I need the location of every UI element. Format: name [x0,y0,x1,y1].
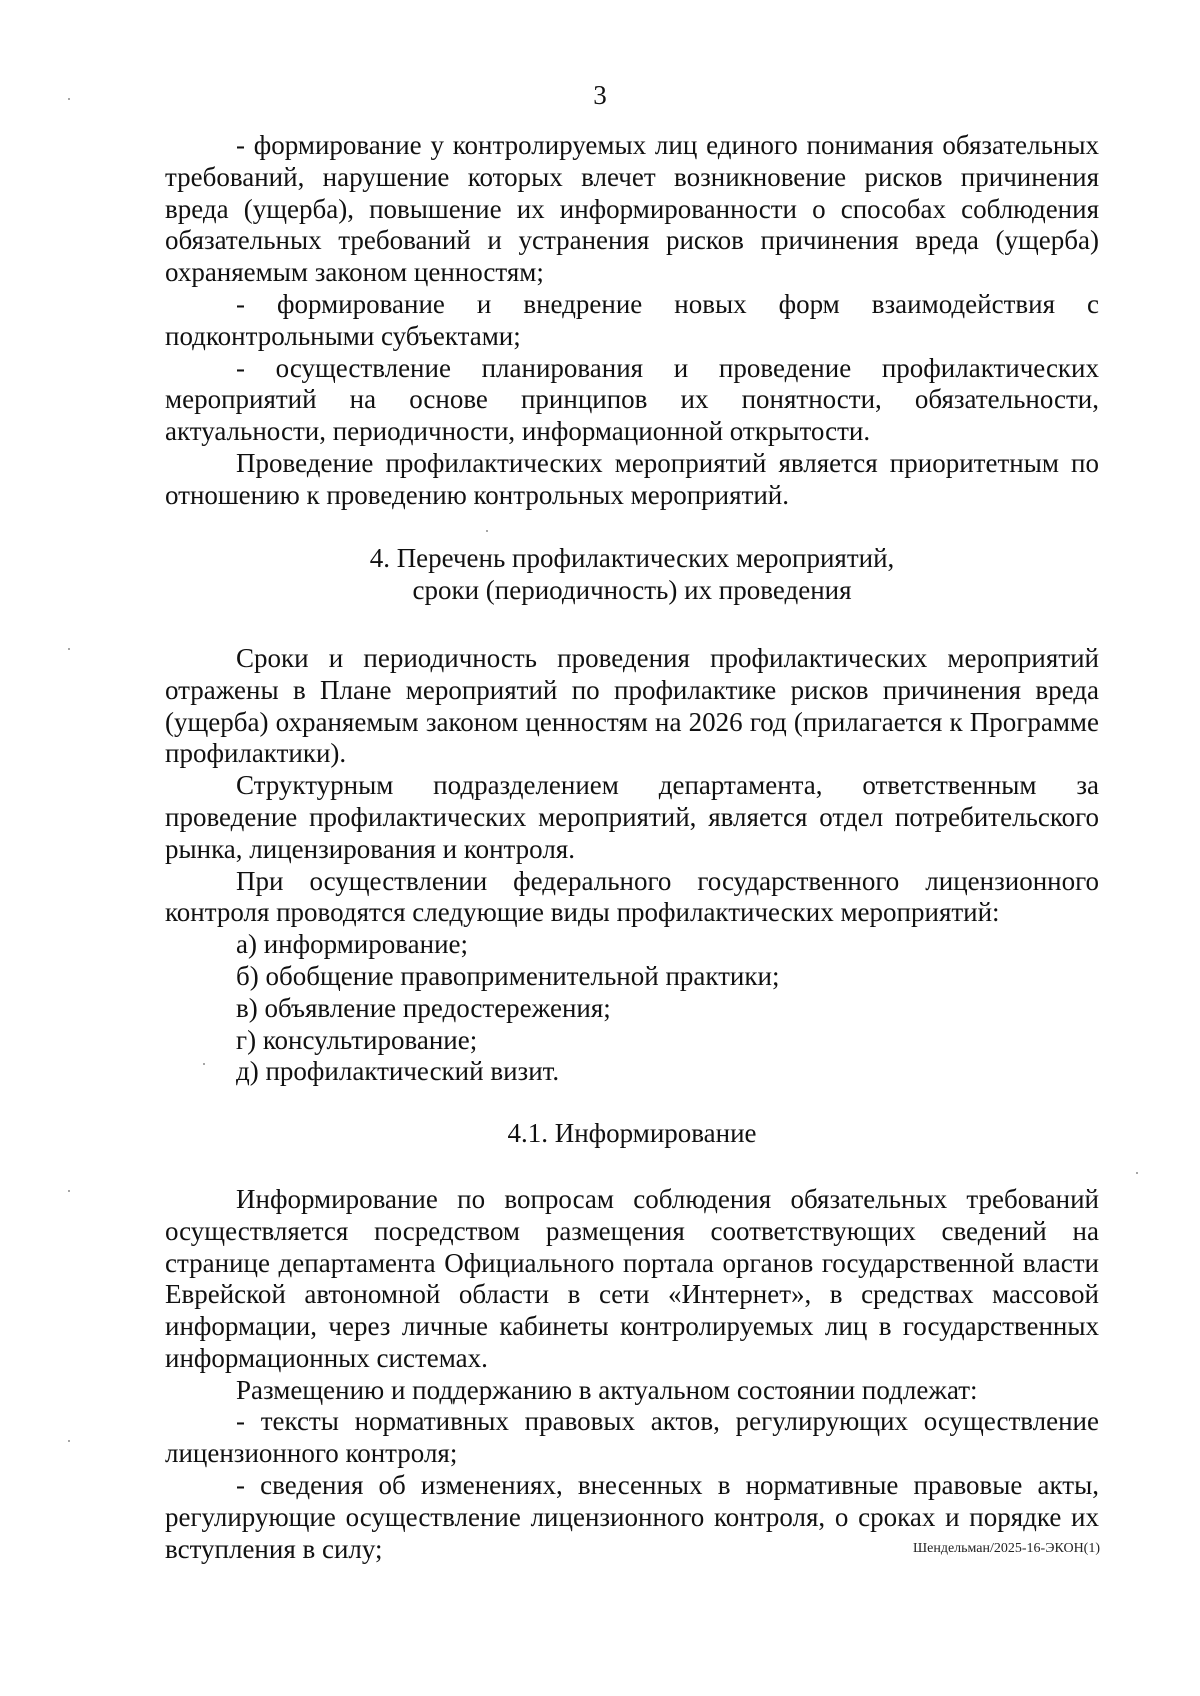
section-4-title-line-1: 4. Перечень профилактических мероприятий, [369,543,895,574]
paragraph: - формирование у контролируемых лиц единого понимания обязательных требований, нарушение которых влечет возникновение рисков причинения вреда (ущерба), повышение их информированности о способах соблюдения обязательных требований и устранения рисков причинения вреда (ущерба) охраняемым законом ценностям; [165,130,1099,288]
paragraph: Размещению и поддержанию в актуальном состоянии подлежат: [236,1374,978,1405]
page-number: 3 [593,80,607,110]
paragraph: - формирование и внедрение новых форм взаимодействия с подконтрольными субъектами; [165,288,1099,351]
scan-speck [68,1190,70,1192]
paragraph: Проведение профилактических мероприятий является приоритетным по отношению к проведению контрольных мероприятий. [165,447,1099,510]
paragraph: Структурным подразделением департамента, ответственным за проведение профилактических мероприятий, является отдел потребительского рынка, лицензирования и контроля. [165,770,1099,864]
scan-speck [68,98,70,100]
scan-speck [1136,1172,1138,1174]
list-item: а) информирование; [236,929,469,960]
section-4-heading [165,543,1099,607]
section-4-1-heading: 4.1. Информирование [507,1118,757,1149]
scan-speck [486,530,488,532]
list-item: г) консультирование; [236,1024,478,1055]
scan-speck [68,648,70,650]
list-item: д) профилактический визит. [236,1056,560,1087]
paragraph: Информирование по вопросам соблюдения обязательных требований осуществляется посредством размещения соответствующих сведений на странице департамента Официального портала органов государственной власти Еврейской автономной области в сети «Интернет», в средствах массовой информации, через личные кабинеты контролируемых лиц в государственных информационных системах. [165,1183,1099,1373]
paragraph: - тексты нормативных правовых актов, регулирующих осуществление лицензионного контроля; [165,1406,1099,1469]
document-body [165,130,1099,1565]
paragraph: - осуществление планирования и проведение профилактических мероприятий на основе принципов их понятности, обязательности, актуальности, периодичности, информационной открытости. [165,352,1099,447]
document-registration-code: Шендельман/2025-16-ЭКОН(1) [913,1541,1100,1556]
paragraph: При осуществлении федерального государственного лицензионного контроля проводятся следующие виды профилактических мероприятий: [165,865,1099,928]
scan-speck [203,1063,205,1065]
list-item: в) объявление предостережения; [236,992,611,1023]
paragraph: - сведения об изменениях, внесенных в нормативные правовые акты, регулирующие осуществление лицензионного контроля, о сроках и порядке их вступления в силу; [165,1470,1099,1564]
section-4-title-line-2: сроки (периодичность) их проведения [412,575,852,606]
list-item: б) обобщение правоприменительной практики; [236,960,780,991]
paragraph: Сроки и периодичность проведения профилактических мероприятий отражены в Плане мероприятий по профилактике рисков причинения вреда (ущерба) охраняемым законом ценностям на 2026 год (прилагается к Программе профилактики). [165,642,1099,769]
scan-speck [68,1440,70,1442]
